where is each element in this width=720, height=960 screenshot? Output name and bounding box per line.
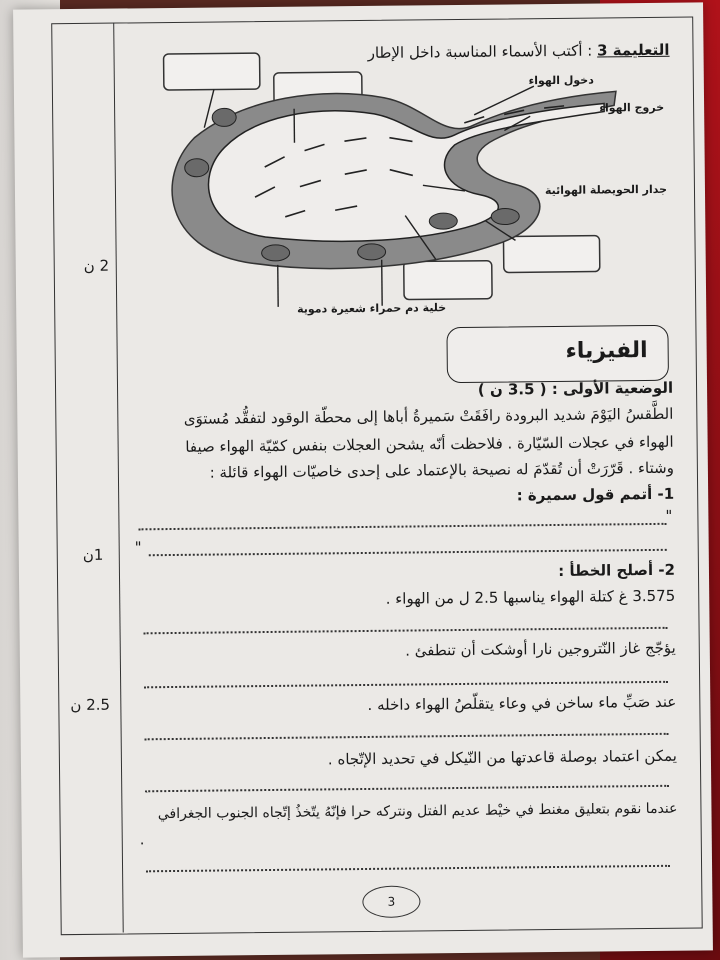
q2-statement-1: 3.575 غ كتلة الهواء يناسبها 2.5 ل من الهواء .	[385, 586, 676, 608]
situation-line-2: الهواء في عجلات السّيّارة . فلاحظت أنّه يشحن العجلات بنفس كمّيّة الهواء صيفا	[185, 432, 674, 456]
q1-quote-open: "	[665, 506, 673, 525]
answer-box-3[interactable]	[404, 261, 492, 300]
situation-title: الوضعية الأولى : ( 3.5 ن )	[477, 378, 674, 399]
q1-title: 1- أتمم قول سميرة :	[516, 484, 675, 505]
instruction-3-text: : أكتب الأسماء المناسبة داخل الإطار	[367, 41, 593, 62]
q2-title: 2- أصلح الخطأ :	[558, 560, 676, 580]
mark-q1: 1ن	[82, 545, 104, 564]
physics-title-box	[446, 325, 669, 383]
physics-title: الفيزياء	[565, 338, 648, 364]
answer-box-1[interactable]	[164, 53, 260, 90]
q2-statement-4: يمكن اعتماد بوصلة قاعدتها من النّيكل في تحديد الإتّجاه .	[327, 746, 677, 769]
q2-statement-2: يؤجّج غاز النّتروجين نارا أوشكت أن تنطفئ .	[405, 638, 676, 660]
q2-statement-3: عند صَبِّ ماء ساخن في وعاء يتقلّصُ الهواء داخله .	[367, 692, 677, 714]
label-alveolus-wall: جدار الحويصلة الهوائية	[544, 182, 668, 198]
answer-box-4[interactable]	[503, 236, 599, 273]
instruction-3-label: التعليمة 3	[596, 40, 670, 60]
q1-quote-close: "	[134, 538, 142, 557]
page-number: 3	[362, 885, 420, 918]
label-air-in: دخول الهواء	[528, 73, 594, 88]
situation-line-3: وشتاء . قَرّرَتْ أن تُقدّمَ له نصيحة بالإعتماد على إحدى خاصيّات الهواء قائلة :	[209, 458, 674, 482]
mark-q2: 2.5 ن	[70, 695, 111, 715]
exam-sheet	[13, 2, 713, 957]
situation-line-1: الطَّقسُ اليَوْمَ شديد البرودة رافَقَتْ سَميرةُ أباها إلى محطّة الوقود لتفقُّد مُستوَى	[183, 404, 674, 428]
label-air-out: خروج الهواء	[599, 100, 665, 115]
label-blood-cell-capillary: خلية دم حمراء شعيرة دموية	[296, 301, 447, 316]
q2-statement-5: عندما نقوم بتعليق مغنط في خيْط عديم الفتل ونتركه حرا فإنّهُ يتّخذُ إتّجاه الجنوب الجغرافي	[157, 800, 678, 823]
mark-diagram: 2 ن	[83, 256, 110, 275]
q2-statement-5-end: .	[139, 830, 145, 849]
